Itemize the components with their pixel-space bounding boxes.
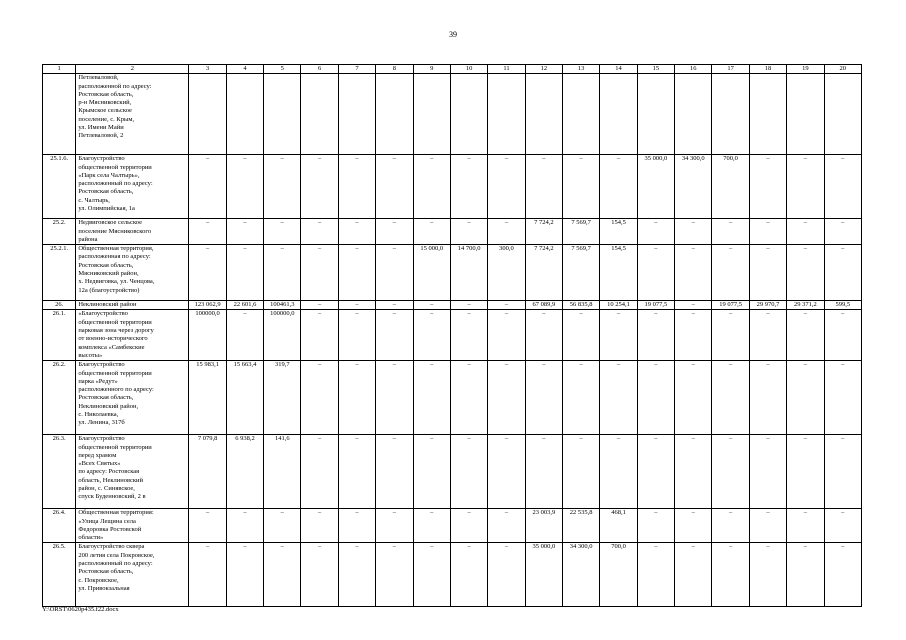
value-cell: –: [264, 155, 301, 219]
value-cell: –: [338, 543, 375, 607]
value-cell: [675, 74, 712, 155]
value-cell: 19 077,5: [712, 301, 749, 310]
value-cell: –: [637, 509, 674, 543]
value-cell: 67 089,9: [525, 301, 562, 310]
column-number: 6: [301, 65, 338, 74]
value-cell: 56 835,8: [563, 301, 600, 310]
value-cell: [413, 74, 450, 155]
value-cell: –: [376, 543, 413, 607]
row-description-cell: Благоустройство общественной территории «Парк села Чалтырь», расположенный по адресу: Ростовская область, с. Чалтырь, ул. Олимпийская, 1а: [76, 155, 189, 219]
value-cell: 10 254,1: [600, 301, 637, 310]
value-cell: –: [301, 219, 338, 245]
value-cell: –: [488, 310, 525, 361]
value-cell: –: [563, 310, 600, 361]
value-cell: –: [787, 219, 824, 245]
value-cell: –: [413, 219, 450, 245]
row-number-cell: 26.: [43, 301, 76, 310]
value-cell: –: [376, 219, 413, 245]
value-cell: 7 569,7: [563, 245, 600, 301]
value-cell: –: [488, 509, 525, 543]
value-cell: –: [749, 361, 786, 435]
value-cell: –: [413, 509, 450, 543]
table-row: [43, 74, 862, 155]
value-cell: –: [600, 310, 637, 361]
value-cell: [824, 74, 861, 155]
value-cell: 100000,0: [264, 310, 301, 361]
value-cell: –: [712, 361, 749, 435]
column-number: 2: [76, 65, 189, 74]
value-cell: –: [226, 155, 263, 219]
row-description-cell: Благоустройство сквера 200 летия села Покровское, расположенный по адресу: Ростовская область, с. Покровское, ул. Привокзальная: [76, 543, 189, 607]
value-cell: –: [450, 310, 487, 361]
value-cell: –: [675, 435, 712, 509]
value-cell: 15 663,4: [226, 361, 263, 435]
value-cell: 19 077,5: [637, 301, 674, 310]
row-number-cell: 26.1.: [43, 310, 76, 361]
value-cell: –: [749, 245, 786, 301]
value-cell: –: [637, 245, 674, 301]
table-row: [43, 301, 862, 310]
value-cell: –: [301, 543, 338, 607]
value-cell: –: [226, 543, 263, 607]
value-cell: 7 079,8: [189, 435, 226, 509]
value-cell: –: [376, 155, 413, 219]
value-cell: –: [563, 155, 600, 219]
value-cell: –: [450, 219, 487, 245]
value-cell: [189, 74, 226, 155]
value-cell: –: [637, 219, 674, 245]
value-cell: –: [413, 543, 450, 607]
value-cell: –: [301, 155, 338, 219]
data-table: [42, 64, 862, 607]
table-row: [43, 509, 862, 543]
value-cell: –: [450, 155, 487, 219]
value-cell: –: [189, 245, 226, 301]
value-cell: –: [824, 543, 861, 607]
value-cell: –: [488, 543, 525, 607]
value-cell: –: [824, 509, 861, 543]
value-cell: –: [675, 509, 712, 543]
value-cell: –: [226, 509, 263, 543]
value-cell: [450, 74, 487, 155]
table-row: [43, 155, 862, 219]
value-cell: –: [301, 435, 338, 509]
value-cell: –: [600, 155, 637, 219]
row-description-cell: «Благоустройство общественной территории парковая зона через дорогу от военно-исторического комплекса «Самбекские высоты»: [76, 310, 189, 361]
row-number-cell: 26.3.: [43, 435, 76, 509]
value-cell: –: [338, 219, 375, 245]
row-number-cell: 26.4.: [43, 509, 76, 543]
value-cell: –: [413, 310, 450, 361]
value-cell: –: [787, 509, 824, 543]
column-number: 8: [376, 65, 413, 74]
value-cell: 14 700,0: [450, 245, 487, 301]
table-row: [43, 435, 862, 509]
value-cell: –: [675, 543, 712, 607]
column-number: 3: [189, 65, 226, 74]
value-cell: [376, 74, 413, 155]
value-cell: [338, 74, 375, 155]
value-cell: –: [637, 310, 674, 361]
value-cell: –: [787, 543, 824, 607]
column-number: 7: [338, 65, 375, 74]
value-cell: –: [450, 509, 487, 543]
value-cell: –: [338, 361, 375, 435]
value-cell: 154,5: [600, 219, 637, 245]
value-cell: –: [338, 245, 375, 301]
value-cell: –: [525, 155, 562, 219]
value-cell: 29 970,7: [749, 301, 786, 310]
value-cell: 100000,0: [189, 310, 226, 361]
value-cell: –: [488, 219, 525, 245]
value-cell: –: [226, 219, 263, 245]
value-cell: –: [675, 301, 712, 310]
value-cell: –: [338, 310, 375, 361]
value-cell: –: [675, 245, 712, 301]
value-cell: –: [675, 361, 712, 435]
value-cell: –: [749, 310, 786, 361]
value-cell: –: [376, 310, 413, 361]
value-cell: –: [189, 219, 226, 245]
value-cell: 7 569,7: [563, 219, 600, 245]
value-cell: 7 724,2: [525, 245, 562, 301]
value-cell: 29 371,2: [787, 301, 824, 310]
value-cell: –: [525, 310, 562, 361]
row-description-cell: Недвиговское сельское поселение Мясниковского района: [76, 219, 189, 245]
value-cell: –: [824, 361, 861, 435]
value-cell: [600, 74, 637, 155]
value-cell: –: [787, 310, 824, 361]
page-number: 39: [449, 30, 457, 39]
column-number: 19: [787, 65, 824, 74]
value-cell: [637, 74, 674, 155]
value-cell: 22 601,6: [226, 301, 263, 310]
value-cell: 141,6: [264, 435, 301, 509]
value-cell: –: [301, 301, 338, 310]
value-cell: [264, 74, 301, 155]
value-cell: –: [712, 509, 749, 543]
value-cell: [488, 74, 525, 155]
value-cell: 15 983,1: [189, 361, 226, 435]
value-cell: –: [600, 435, 637, 509]
row-description-cell: Общественная территория, расположенная по адресу: Ростовская область, Мясниковский район, х. Недвиговка, ул. Ченцова, 12а (благоустройство): [76, 245, 189, 301]
value-cell: –: [749, 543, 786, 607]
value-cell: –: [301, 361, 338, 435]
value-cell: –: [637, 361, 674, 435]
value-cell: [749, 74, 786, 155]
row-number-cell: 25.2.: [43, 219, 76, 245]
value-cell: –: [376, 245, 413, 301]
column-number: 17: [712, 65, 749, 74]
value-cell: –: [189, 155, 226, 219]
value-cell: [563, 74, 600, 155]
value-cell: [525, 74, 562, 155]
value-cell: –: [189, 509, 226, 543]
value-cell: –: [675, 219, 712, 245]
value-cell: –: [824, 219, 861, 245]
value-cell: 35 000,0: [637, 155, 674, 219]
value-cell: –: [749, 435, 786, 509]
row-description-cell: Благоустройство общественной территории перед храмом «Всех Святых» по адресу: Ростовская область, Неклиновский район, с. Синявское, спуск Буденновский, 2 в: [76, 435, 189, 509]
value-cell: –: [824, 435, 861, 509]
value-cell: –: [824, 310, 861, 361]
column-number: 5: [264, 65, 301, 74]
column-number: 1: [43, 65, 76, 74]
table-row: [43, 245, 862, 301]
value-cell: 6 938,2: [226, 435, 263, 509]
value-cell: –: [413, 435, 450, 509]
column-number: 4: [226, 65, 263, 74]
column-number: 12: [525, 65, 562, 74]
row-description-cell: Неклиновский район: [76, 301, 189, 310]
row-description-cell: Петлеваловой, расположенной по адресу: Ростовская область, р-н Мясниковский, Крымское сельское поселение, с. Крым, ул. Имени Майи Петлеваловой, 2: [76, 74, 189, 155]
value-cell: 700,0: [600, 543, 637, 607]
value-cell: –: [301, 310, 338, 361]
value-cell: –: [712, 543, 749, 607]
value-cell: –: [488, 361, 525, 435]
column-number: 16: [675, 65, 712, 74]
value-cell: –: [338, 509, 375, 543]
value-cell: –: [450, 543, 487, 607]
value-cell: –: [376, 301, 413, 310]
value-cell: –: [226, 310, 263, 361]
value-cell: –: [301, 509, 338, 543]
value-cell: –: [226, 245, 263, 301]
value-cell: –: [787, 435, 824, 509]
column-number: 20: [824, 65, 861, 74]
footer-file-path: Y:\ORST\0620p435.f22.docx: [42, 606, 119, 613]
value-cell: –: [712, 435, 749, 509]
value-cell: –: [450, 301, 487, 310]
value-cell: –: [488, 435, 525, 509]
value-cell: 319,7: [264, 361, 301, 435]
column-number: 11: [488, 65, 525, 74]
row-description-cell: Общественная территория: «Улица Лещина села Федоровка Ростовской области»: [76, 509, 189, 543]
table-row: [43, 219, 862, 245]
table-row: [43, 543, 862, 607]
value-cell: –: [488, 301, 525, 310]
value-cell: –: [338, 301, 375, 310]
value-cell: –: [376, 435, 413, 509]
value-cell: [226, 74, 263, 155]
value-cell: –: [264, 219, 301, 245]
value-cell: [787, 74, 824, 155]
value-cell: 34 300,0: [563, 543, 600, 607]
row-number-cell: 25.2.1.: [43, 245, 76, 301]
value-cell: –: [712, 219, 749, 245]
row-description-cell: Благоустройство общественной территории парка «Редут» расположенного по адресу: Ростовская область, Неклиновский район, с. Николаевка, ул. Ленина, 317б: [76, 361, 189, 435]
value-cell: –: [376, 361, 413, 435]
column-number: 15: [637, 65, 674, 74]
column-number: 9: [413, 65, 450, 74]
value-cell: –: [264, 509, 301, 543]
column-number: 10: [450, 65, 487, 74]
row-number-cell: [43, 74, 76, 155]
value-cell: 7 724,2: [525, 219, 562, 245]
value-cell: –: [525, 435, 562, 509]
value-cell: 123 062,9: [189, 301, 226, 310]
value-cell: –: [525, 361, 562, 435]
value-cell: 22 535,8: [563, 509, 600, 543]
table-row: [43, 361, 862, 435]
value-cell: –: [338, 155, 375, 219]
value-cell: –: [413, 361, 450, 435]
row-number-cell: 26.2.: [43, 361, 76, 435]
value-cell: 100461,3: [264, 301, 301, 310]
column-number: 14: [600, 65, 637, 74]
value-cell: 35 000,0: [525, 543, 562, 607]
column-number: 13: [563, 65, 600, 74]
value-cell: 599,5: [824, 301, 861, 310]
value-cell: –: [189, 543, 226, 607]
value-cell: –: [712, 245, 749, 301]
value-cell: –: [450, 435, 487, 509]
value-cell: 34 300,0: [675, 155, 712, 219]
value-cell: 300,0: [488, 245, 525, 301]
value-cell: –: [749, 155, 786, 219]
value-cell: 23 003,9: [525, 509, 562, 543]
row-number-cell: 25.1.6.: [43, 155, 76, 219]
value-cell: –: [712, 310, 749, 361]
column-number-row: [43, 65, 862, 74]
value-cell: –: [376, 509, 413, 543]
value-cell: –: [338, 435, 375, 509]
value-cell: [301, 74, 338, 155]
table-row: [43, 310, 862, 361]
value-cell: –: [264, 245, 301, 301]
value-cell: –: [450, 361, 487, 435]
value-cell: 700,0: [712, 155, 749, 219]
value-cell: –: [749, 219, 786, 245]
value-cell: –: [749, 509, 786, 543]
value-cell: –: [675, 310, 712, 361]
value-cell: –: [637, 435, 674, 509]
value-cell: –: [563, 435, 600, 509]
value-cell: –: [413, 155, 450, 219]
value-cell: –: [301, 245, 338, 301]
value-cell: –: [488, 155, 525, 219]
row-number-cell: 26.5.: [43, 543, 76, 607]
value-cell: –: [563, 361, 600, 435]
value-cell: [712, 74, 749, 155]
value-cell: –: [787, 155, 824, 219]
value-cell: –: [824, 155, 861, 219]
value-cell: 468,1: [600, 509, 637, 543]
value-cell: –: [787, 361, 824, 435]
value-cell: –: [824, 245, 861, 301]
value-cell: 154,5: [600, 245, 637, 301]
value-cell: –: [787, 245, 824, 301]
value-cell: –: [637, 543, 674, 607]
value-cell: –: [264, 543, 301, 607]
value-cell: 15 000,0: [413, 245, 450, 301]
value-cell: –: [600, 361, 637, 435]
column-number: 18: [749, 65, 786, 74]
value-cell: –: [413, 301, 450, 310]
